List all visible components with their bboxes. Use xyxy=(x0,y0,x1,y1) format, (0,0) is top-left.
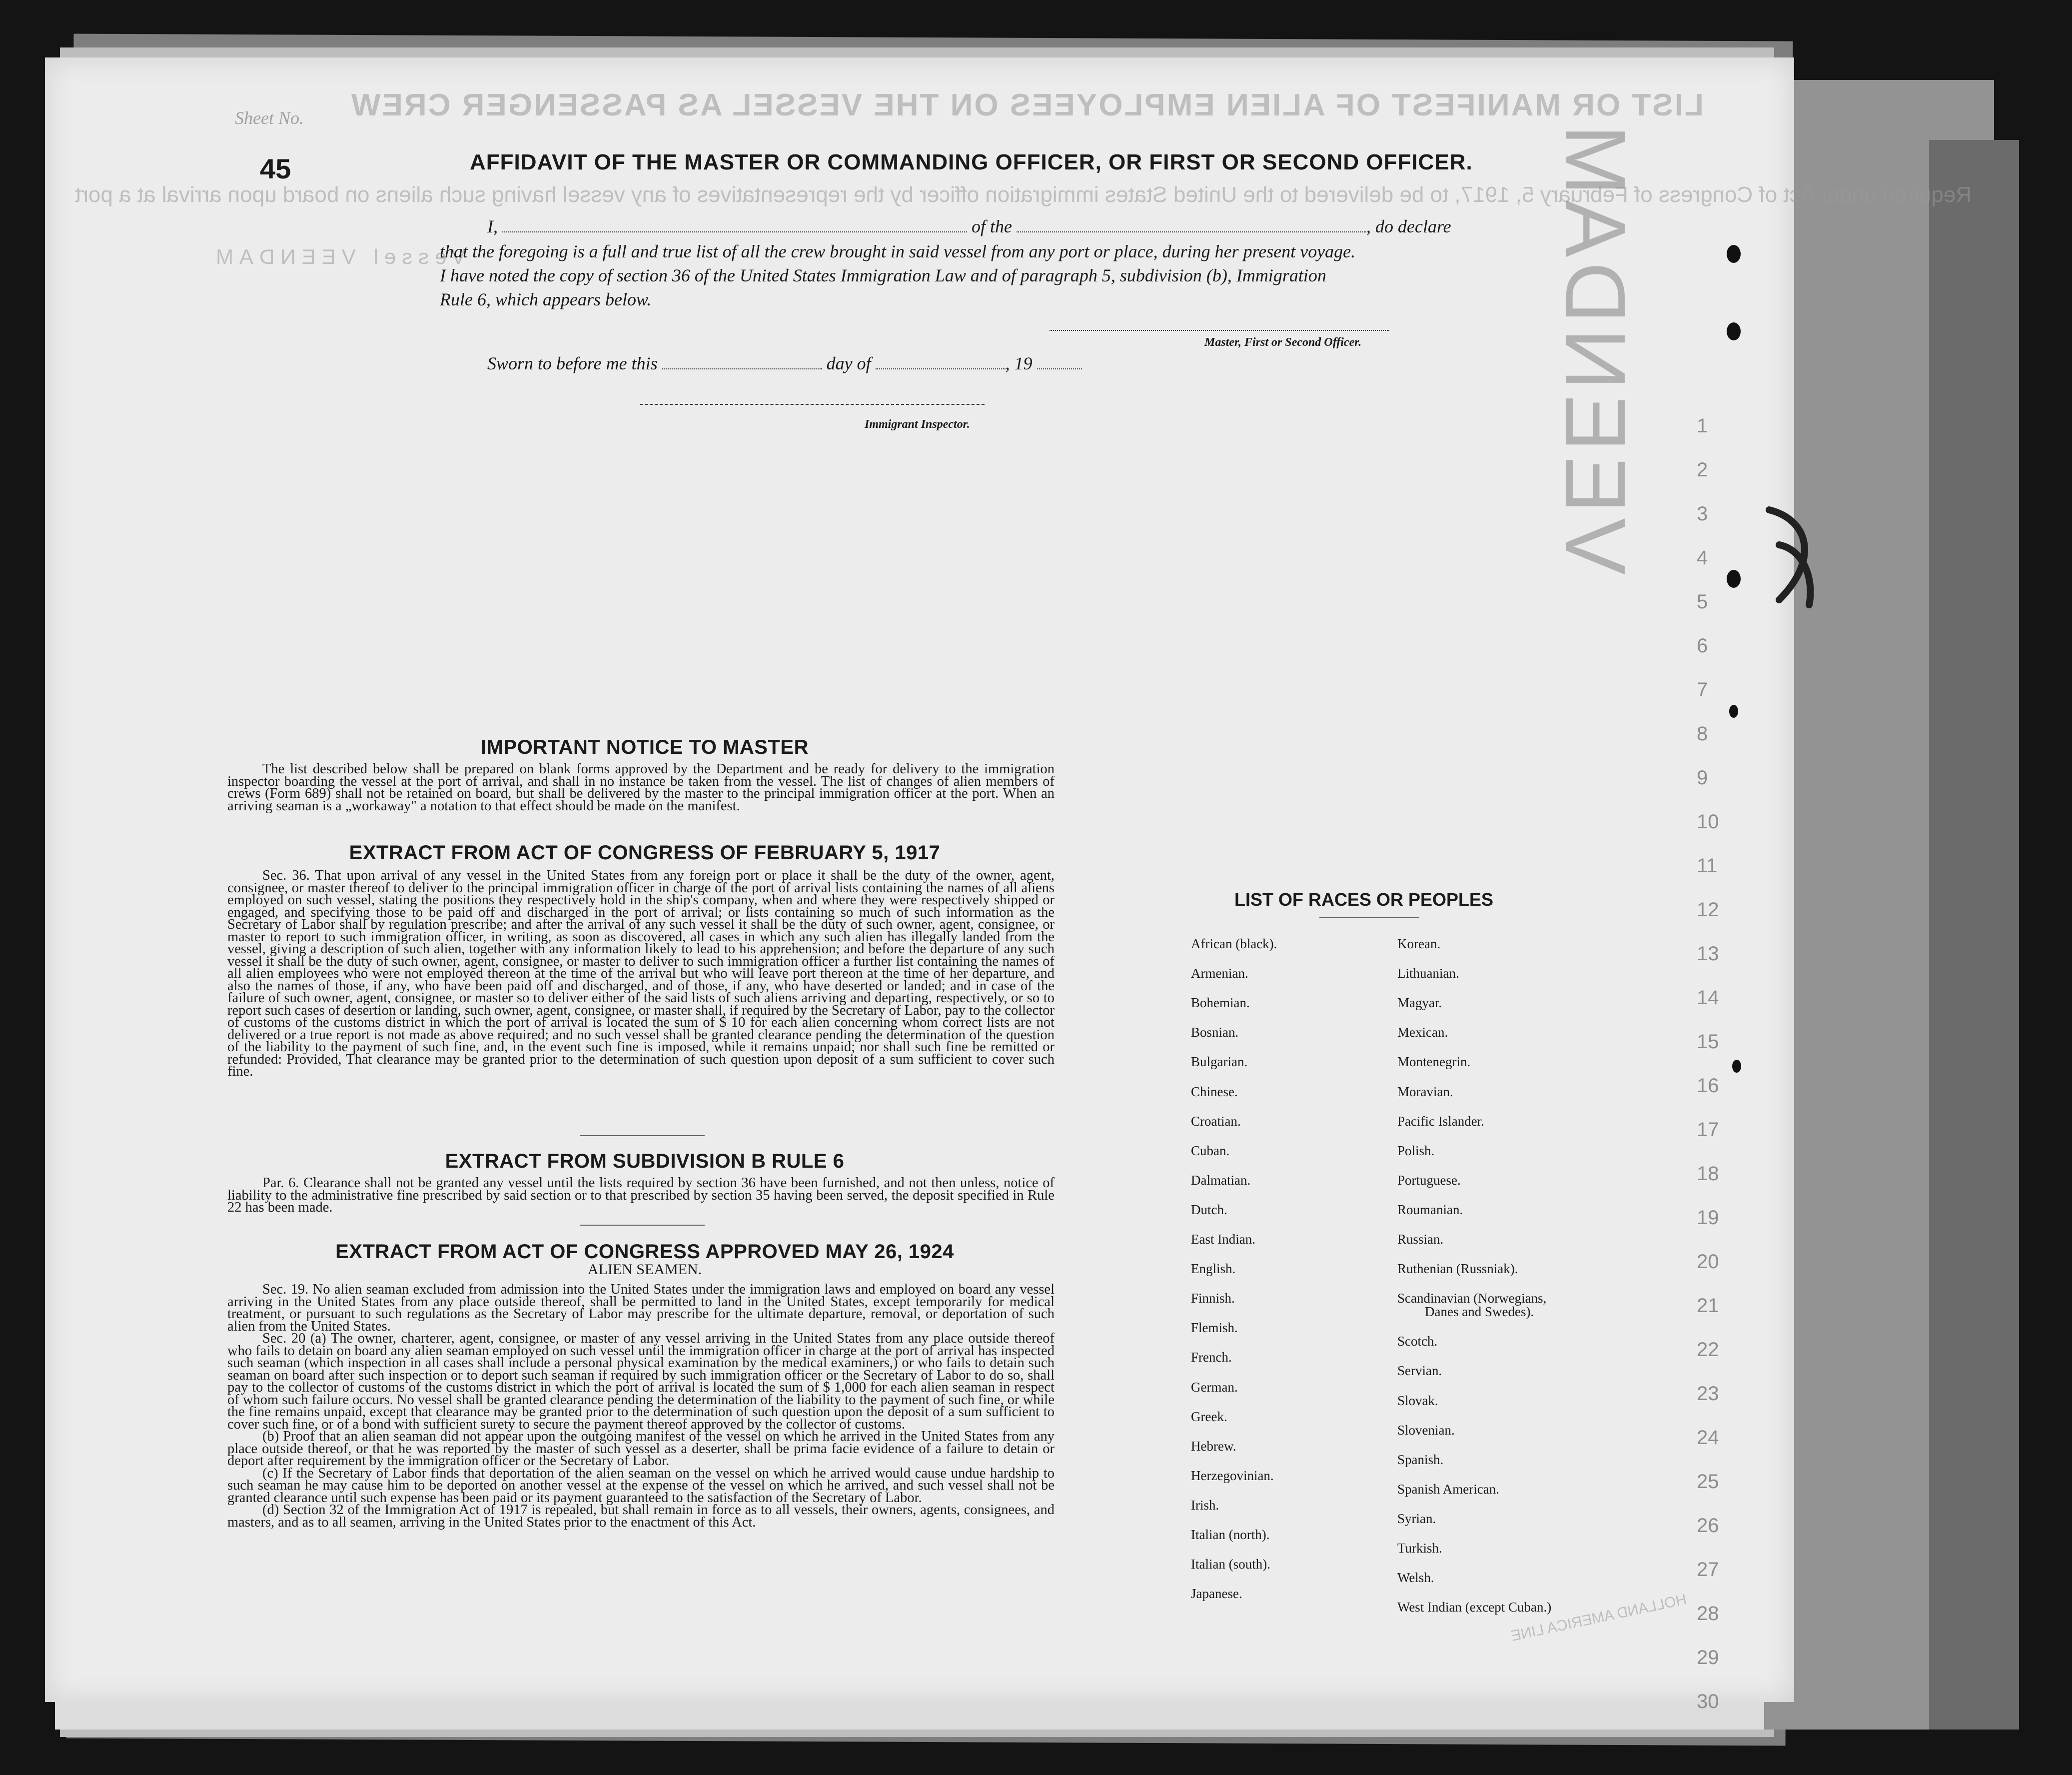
affidavit-line-3: I have noted the copy of section 36 of the United States Immigration Law and of paragraph 5, subdivision (b), Immigration xyxy=(440,265,1326,285)
act-1924-sec-20a: Sec. 20 (a) The owner, charterer, agent, consignee, or master of any vessel arriving in the United States from any place outside thereof who fails to detain on board any alien seaman employed on such vessel until the immigration officer in charge at the port of arrival has inspected such seaman (which inspection in all cases shall include a personal physical examination by the medical examiners,) or who fails to detain such seaman on board after such inspection or to deport such seaman if required by such immigration officer or the Secretary of Labor to do so, shall pay to the collector of customs of the customs district in which the port of arrival is located the sum of $ 1,000 for each alien seaman in respect of whom such failure occurs. No vessel shall be granted clearance pending the determination of the liability to the payment of such fine, or while the fine remains unpaid, except that clearance may be granted prior to the determination of such question upon the deposit of a sum sufficient to cover such fine, or of a bond with sufficient surety to secure the payment thereof approved by the collector of customs. xyxy=(227,1331,1054,1432)
bleed-through-row-number: 1 xyxy=(1697,415,1708,437)
bleed-through-row-number: 30 xyxy=(1697,1691,1719,1713)
section-divider xyxy=(580,1135,705,1136)
sworn-label: Sworn to before me this xyxy=(487,353,658,373)
races-title: LIST OF RACES OR PEOPLES xyxy=(1234,889,1494,910)
punch-hole xyxy=(1732,1060,1741,1073)
act-1924-title: EXTRACT FROM ACT OF CONGRESS APPROVED MAY 26, 1924 xyxy=(335,1241,954,1263)
race-item: Italian (south). xyxy=(1191,1557,1270,1572)
act-1917-title: EXTRACT FROM ACT OF CONGRESS OF FEBRUARY 5, 1917 xyxy=(349,842,941,864)
vessel-name-blank[interactable] xyxy=(1017,217,1366,232)
race-item: Dalmatian. xyxy=(1191,1172,1251,1188)
bleed-through-row-number: 13 xyxy=(1697,943,1719,965)
affidavit-title: AFFIDAVIT OF THE MASTER OR COMMANDING OFFICER, OR FIRST OR SECOND OFFICER. xyxy=(470,150,1473,174)
bleed-through-row-number: 4 xyxy=(1697,547,1708,569)
bleed-through-row-number: 20 xyxy=(1697,1251,1719,1273)
race-item: East Indian. xyxy=(1191,1232,1255,1247)
race-item: Mexican. xyxy=(1397,1025,1448,1040)
race-item: Magyar. xyxy=(1397,995,1442,1011)
affidavit-do-declare: , do declare xyxy=(1366,216,1451,236)
race-item: Bosnian. xyxy=(1191,1025,1239,1040)
bleed-through-row-number: 16 xyxy=(1697,1075,1719,1097)
race-item: Finnish. xyxy=(1191,1291,1235,1306)
bleed-through-row-number: 19 xyxy=(1697,1207,1719,1229)
race-item: Roumanian. xyxy=(1397,1202,1463,1217)
bleed-through-row-number: 14 xyxy=(1697,987,1719,1009)
race-item: French. xyxy=(1191,1350,1232,1365)
bleed-through-row-number: 21 xyxy=(1697,1295,1719,1317)
punch-hole xyxy=(1727,245,1741,263)
race-item: Bohemian. xyxy=(1191,995,1250,1011)
bleed-through-vessel: Vessel VEENDAM xyxy=(210,245,466,268)
race-item: Welsh. xyxy=(1397,1570,1434,1586)
punch-hole xyxy=(1729,705,1738,718)
race-item: Korean. xyxy=(1397,936,1441,951)
race-item: Armenian. xyxy=(1191,966,1248,981)
bleed-through-row-number: 3 xyxy=(1697,503,1708,525)
notice-body: The list described below shall be prepared on blank forms approved by the Department and be ready for delivery to the immigration inspector boarding the vessel at the port of arrival, and shall in no instance be taken from the vessel. The list of changes of alien members of crews (Form 689) shall not be retained on board, but shall be delivered by the master to the principal immigration officer at the port. When an arriving seaman is a „workaway" a notation to that effect should be made on the manifest. xyxy=(227,761,1054,814)
affidavit-line-2: that the foregoing is a full and true list of all the crew brought in said vessel from any port or place, during her present voyage. xyxy=(440,241,1356,261)
act-1924-body xyxy=(227,1284,1054,1529)
race-item: Japanese. xyxy=(1191,1586,1242,1602)
race-item: Italian (north). xyxy=(1191,1527,1270,1542)
bleed-through-row-number: 28 xyxy=(1697,1603,1719,1625)
punch-hole xyxy=(1727,570,1741,588)
bleed-through-row-number: 25 xyxy=(1697,1471,1719,1493)
sworn-month-blank[interactable] xyxy=(876,354,1006,369)
act-1924-sec-20d: (d) Section 32 of the Immigration Act of 1917 is repealed, but shall remain in force as to all vessels, their owners, agents, consignees, and masters, and as to all seamen, arriving in the United States prior to the enactment of this Act. xyxy=(227,1502,1054,1530)
race-item: Irish. xyxy=(1191,1497,1219,1513)
race-item: Chinese. xyxy=(1191,1084,1238,1099)
race-item: Herzegovinian. xyxy=(1191,1468,1274,1483)
bleed-through-row-number: 15 xyxy=(1697,1031,1719,1053)
race-item: West Indian (except Cuban.) xyxy=(1397,1600,1552,1615)
rule-6-body: Par. 6. Clearance shall not be granted any vessel until the lists required by section 36 have been furnished, and not then unless, notice of liability to the administrative fine prescribed by said section or to that prescribed by section 35 having been served, the deposit specified in Rule 22 has been made. xyxy=(227,1175,1054,1215)
bleed-through-row-number: 2 xyxy=(1697,459,1708,481)
bleed-through-row-number: 5 xyxy=(1697,591,1708,613)
act-1924-sec-20c: (c) If the Secretary of Labor finds that deportation of the alien seaman on the vessel on which he arrived would cause undue hardship to such seaman he may cause him to be deported on another vessel at the expense of the vessel on which he arrived, and such vessel shall not be granted clearance until such expense has been paid or its payment guaranteed to the satisfaction of the Secretary of Labor. xyxy=(227,1465,1054,1506)
race-item: Bulgarian. xyxy=(1191,1054,1248,1070)
handwritten-mark xyxy=(1749,500,1849,620)
race-item: Ruthenian (Russniak). xyxy=(1397,1261,1518,1277)
master-signature-line[interactable] xyxy=(1049,330,1389,331)
act-1924-sec-19: Sec. 19. No alien seaman excluded from admission into the United States under the immigration laws and employed on board any vessel arriving in the United States from any place outside thereof, shall be permitted to land in the United States, except temporarily for medical treatment, or pursuant to such regulations as the Secretary of Labor may prescribe for the ultimate departure, removal, or deportation of such alien from the United States. xyxy=(227,1282,1054,1334)
race-item: Slovenian. xyxy=(1397,1422,1455,1438)
race-item: Spanish American. xyxy=(1397,1481,1499,1497)
sworn-line xyxy=(487,353,1082,374)
notice-title: IMPORTANT NOTICE TO MASTER xyxy=(481,736,809,758)
affidavit-i: I, xyxy=(487,216,498,236)
affidavit-line-1 xyxy=(487,216,1451,237)
race-item: Polish. xyxy=(1397,1143,1435,1158)
race-item: English. xyxy=(1191,1261,1236,1277)
punch-hole xyxy=(1727,322,1741,340)
race-item: Turkish. xyxy=(1397,1541,1442,1556)
race-item: Montenegrin. xyxy=(1397,1054,1471,1070)
race-item: Slovak. xyxy=(1397,1393,1438,1408)
bleed-through-row-number: 8 xyxy=(1697,723,1708,745)
sheet-number-label: Sheet No. xyxy=(235,108,304,128)
master-caption: Master, First or Second Officer. xyxy=(1204,336,1362,349)
race-item: Greek. xyxy=(1191,1409,1227,1424)
bleed-through-row-number: 11 xyxy=(1697,855,1718,877)
race-item: Hebrew. xyxy=(1191,1438,1236,1454)
bleed-through-agent: HOLLAND AMERICA LINE xyxy=(1509,1591,1688,1645)
race-item: Moravian. xyxy=(1397,1084,1453,1099)
bleed-through-row-number: 18 xyxy=(1697,1163,1719,1185)
race-item: German. xyxy=(1191,1379,1238,1395)
race-item: Scotch. xyxy=(1397,1334,1438,1349)
race-item: Flemish. xyxy=(1191,1320,1238,1336)
bleed-through-row-number: 12 xyxy=(1697,899,1719,921)
bleed-through-row-number: 10 xyxy=(1697,811,1719,833)
race-item: Dutch. xyxy=(1191,1202,1227,1217)
bleed-through-law: Required under Act of Congress of February 5, 1917, to be delivered to the United States immigration officer by the representatives of any vessel having such aliens on board upon arrival at a port xyxy=(75,182,1972,207)
races-divider xyxy=(1319,917,1419,918)
act-1924-sec-20b: (b) Proof that an alien seaman did not appear upon the outgoing manifest of the vessel on which he arrived in the United States from any place outside thereof, or that he was reported by the master of such vessel as a deserter, shall be prima facie evidence of a failure to detain or deport after requirement by the immigration officer or the Secretary of Labor. xyxy=(227,1429,1054,1469)
race-item: Croatian. xyxy=(1191,1113,1241,1129)
bleed-through-row-number: 26 xyxy=(1697,1515,1719,1537)
back-sheet-edge xyxy=(1929,140,2019,1730)
race-item: Scandinavian (Norwegians, xyxy=(1397,1291,1547,1306)
bleed-through-row-number: 9 xyxy=(1697,767,1708,789)
section-divider xyxy=(580,1225,705,1226)
race-item: Servian. xyxy=(1397,1363,1442,1379)
race-item: Syrian. xyxy=(1397,1511,1436,1526)
affidavit-line-4: Rule 6, which appears below. xyxy=(440,289,652,309)
bleed-through-title: LIST OR MANIFEST OF ALIEN EMPLOYEES ON THE VESSEL AS PASSENGER CREW xyxy=(350,88,1704,122)
sworn-day-blank[interactable] xyxy=(662,354,822,369)
bleed-through-row-number: 17 xyxy=(1697,1119,1719,1141)
affidavit-of-the: of the xyxy=(972,216,1012,236)
race-item: Russian. xyxy=(1397,1232,1444,1247)
sworn-day-label: day of xyxy=(826,353,871,373)
bleed-through-row-number: 23 xyxy=(1697,1383,1719,1405)
sworn-year-label: , 19 xyxy=(1005,353,1033,373)
bleed-through-row-number: 29 xyxy=(1697,1647,1719,1669)
rule-6-title: EXTRACT FROM SUBDIVISION B RULE 6 xyxy=(445,1150,845,1172)
page-number: 45 xyxy=(260,153,291,184)
race-item: Portuguese. xyxy=(1397,1172,1461,1188)
bleed-through-stamp: VEENDAM xyxy=(1548,119,1643,575)
race-item: Lithuanian. xyxy=(1397,966,1459,981)
inspector-caption: Immigrant Inspector. xyxy=(865,418,970,431)
bleed-through-row-number: 6 xyxy=(1697,635,1708,657)
bleed-through-row-number: 7 xyxy=(1697,679,1708,701)
master-name-blank[interactable] xyxy=(502,217,967,232)
act-1924-subtitle: ALIEN SEAMEN. xyxy=(587,1261,702,1278)
bleed-through-row-number: 27 xyxy=(1697,1559,1719,1581)
bleed-through-row-number: 24 xyxy=(1697,1427,1719,1449)
bleed-through-row-number: 22 xyxy=(1697,1339,1719,1361)
race-item: Cuban. xyxy=(1191,1143,1230,1158)
race-item: Danes and Swedes). xyxy=(1425,1304,1534,1320)
inspector-signature-line[interactable] xyxy=(640,404,985,405)
sworn-year-blank[interactable] xyxy=(1037,354,1082,369)
race-item: African (black). xyxy=(1191,936,1277,951)
act-1917-body: Sec. 36. That upon arrival of any vessel in the United States from any foreign port or place it shall be the duty of the owner, agent, consignee, or master thereof to deliver to the principal immigration officer in charge of the port of arrival lists containing the names of all aliens employed on such vessel, stating the positions they respectively hold in the ship's company, when and where they were respectively shipped or engaged, and specifying those to be paid off and discharged in the port of arrival; or lists containing so much of such information as the Secretary of Labor shall by regulation prescribe; and after the arrival of any such vessel it shall be the duty of such owner, agent, consignee, or master to report to such immigration officer, in writing, as soon as discovered, all cases in which any such alien has illegally landed from the vessel, giving a description of such alien, together with any information likely to lead to his apprehension; and before the departure of any such vessel it shall be the duty of such owner, agent, consignee, or master to deliver to such immigration officer a further list containing the names of all alien employees who were not employed thereon at the time of the arrival but who will leave port thereon at the time of her departure, and also the names of those, if any, who have been paid off and discharged, and of those, if any, who have deserted or landed; and in case of the failure of such owner, agent, consignee, or master so to deliver either of the said lists of such aliens arriving and departing, respectively, or so to report such cases of desertion or landing, such owner, agent, consignee, or master shall, if required by the Secretary of Labor, pay to the collector of customs of the customs district in which the port of arrival is located the sum of $ 10 for each alien concerning whom correct lists are not delivered or a true report is not made as above required; and no such vessel shall be granted clearance pending the determination of the question of the liability to the payment of such fine, and, in the event such fine is imposed, while it remains unpaid; nor shall such fine be remitted or refunded: Provided, That clearance may be granted prior to the determination of such question upon deposit of a sum sufficient to cover such fine. xyxy=(227,868,1054,1079)
race-item: Spanish. xyxy=(1397,1452,1444,1467)
race-item: Pacific Islander. xyxy=(1397,1113,1484,1129)
